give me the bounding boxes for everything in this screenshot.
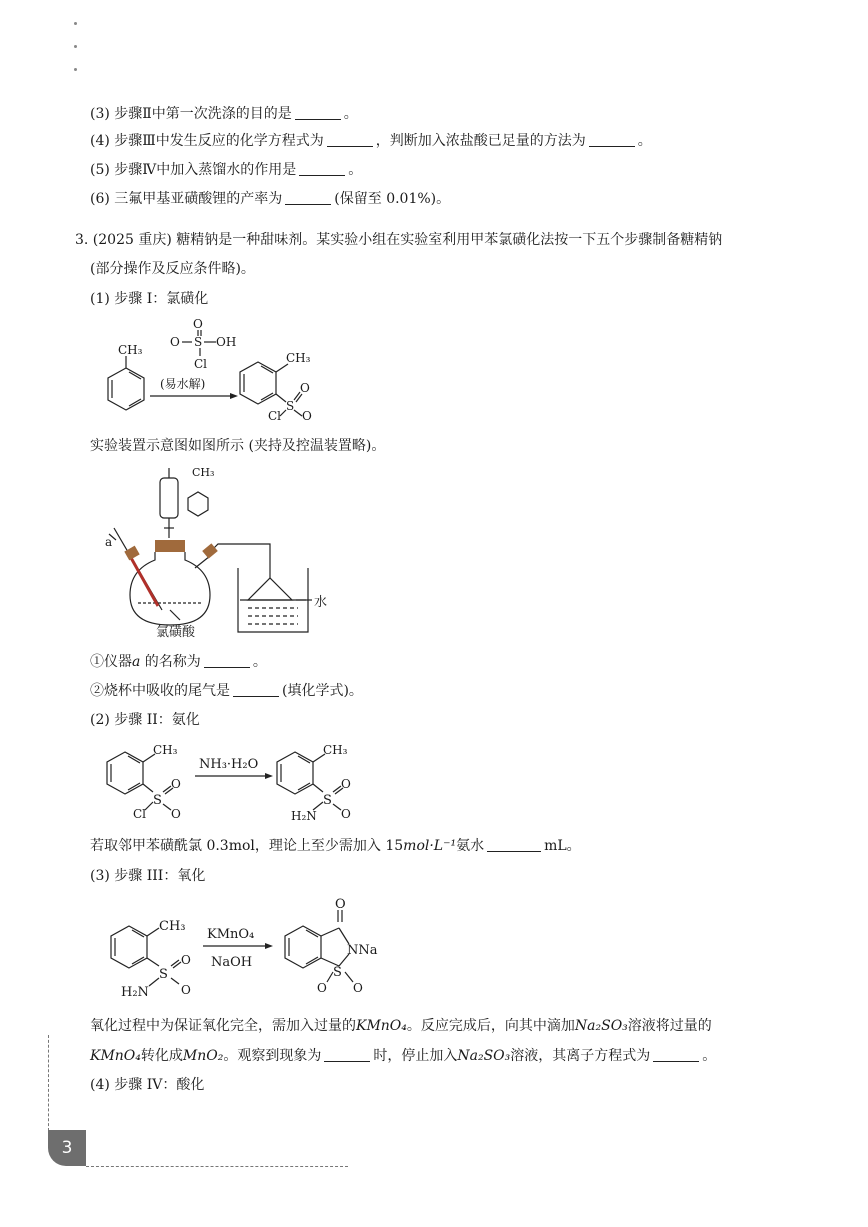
reactant-o2: O [181,983,191,997]
calc-question: 若取邻甲苯磺酰氯 0.3mol，理论上至少需加入 15mol·L⁻¹氨水 mL。 [90,838,581,854]
sub-question-2: ②烧杯中吸收的尾气是 (填化学式)。 [90,683,363,699]
q3-intro: 3. (2025 重庆) 糖精钠是一种甜味剂。某实验小组在实验室利用甲苯氯磺化法按一下五个步骤制备糖精钠 [75,232,723,248]
label-water: 水 [314,595,328,610]
reactant-ch3: CH₃ [159,919,186,934]
reactant-ch3: CH₃ [153,743,178,757]
answer-blank[interactable] [295,105,341,120]
answer-blank[interactable] [487,837,541,852]
answer-blank[interactable] [285,190,331,205]
page-number: 3 [48,1130,86,1166]
label-chlorosulfonic-acid: 氯磺酸 [156,625,196,640]
apparatus-caption: 实验装置示意图如图所示 (夹持及控温装置略)。 [90,438,386,454]
reagent-ammonia: NH₃·H₂O [199,757,259,772]
label-a: a [105,535,113,549]
product-o2: O [353,981,363,995]
step3-title: (3) 步骤 III：氧化 [90,868,206,884]
product-o1: O [300,381,310,395]
q2-item3: (3) 步骤Ⅱ中第一次洗涤的目的是 。 [90,106,358,122]
q2-item4: (4) 步骤Ⅲ中发生反应的化学方程式为 ，判断加入浓盐酸已足量的方法为 。 [90,133,652,149]
toluene-ch3: CH₃ [118,343,143,357]
answer-blank[interactable] [299,161,345,176]
reaction2-diagram [95,736,375,828]
product-nna: NNa [347,943,378,958]
reagent-naoh: NaOH [211,955,253,970]
reagent-o: O [170,335,180,349]
product-s: S [333,965,342,980]
product-carbonyl-o: O [335,897,346,912]
step1-title: (1) 步骤 I：氯磺化 [90,291,209,307]
reactant-o2: O [171,807,181,821]
answer-blank[interactable] [653,1047,699,1062]
answer-blank[interactable] [327,132,373,147]
reagent-o-top: O [193,317,203,331]
margin-dot [74,22,77,25]
q3-intro-cont: (部分操作及反应条件略)。 [90,261,255,277]
reactant-h2n: H₂N [121,985,149,1000]
reagent-kmno4: KMnO₄ [207,927,255,942]
reactant-o1: O [181,953,191,967]
product-o1: O [341,777,351,791]
product-cl: Cl [268,409,282,423]
reagent-oh: OH [216,335,237,349]
oxidation-text-line1: 氧化过程中为保证氧化完全，需加入过量的KMnO₄。反应完成后，向其中滴加Na₂SO₃溶液将过量的 [90,1018,712,1034]
reactant-o1: O [171,777,181,791]
product-o2: O [341,807,351,821]
product-s: S [323,793,332,808]
oxidation-text-line2: KMnO₄转化成MnO₂。观察到现象为 时，停止加入Na₂SO₃溶液，其离子方程式为 。 [90,1048,717,1064]
product-o1: O [317,981,327,995]
product-o2: O [302,409,312,423]
product-h2n: H₂N [291,809,317,823]
product-ch3: CH₃ [323,743,348,757]
q2-item6: (6) 三氟甲基亚磺酸锂的产率为 (保留至 0.01%)。 [90,191,451,207]
reactant-s: S [153,793,162,808]
answer-blank[interactable] [233,682,279,697]
footer-dashed-line [86,1166,348,1167]
product-s: S [286,399,295,413]
reagent-s: S [194,335,203,349]
margin-dot [74,68,77,71]
label-ch3: CH₃ [192,466,215,479]
reactant-s: S [159,967,168,982]
answer-blank[interactable] [324,1047,370,1062]
margin-dashed-line [48,1035,49,1131]
q2-item5: (5) 步骤Ⅳ中加入蒸馏水的作用是 。 [90,162,363,178]
reagent-cl: Cl [194,357,208,371]
answer-blank[interactable] [589,132,635,147]
apparatus-diagram [100,460,360,640]
reaction3-diagram [95,892,405,1004]
reaction1-diagram [90,312,350,424]
answer-blank[interactable] [204,653,250,668]
sub-question-1: ①仪器a 的名称为 。 [90,654,267,670]
product-ch3: CH₃ [286,351,311,365]
step4-title: (4) 步骤 IV：酸化 [90,1077,205,1093]
margin-dot [74,45,77,48]
reactant-cl: Cl [133,807,147,821]
condition-label: (易水解) [160,377,206,391]
step2-title: (2) 步骤 II：氨化 [90,712,200,728]
